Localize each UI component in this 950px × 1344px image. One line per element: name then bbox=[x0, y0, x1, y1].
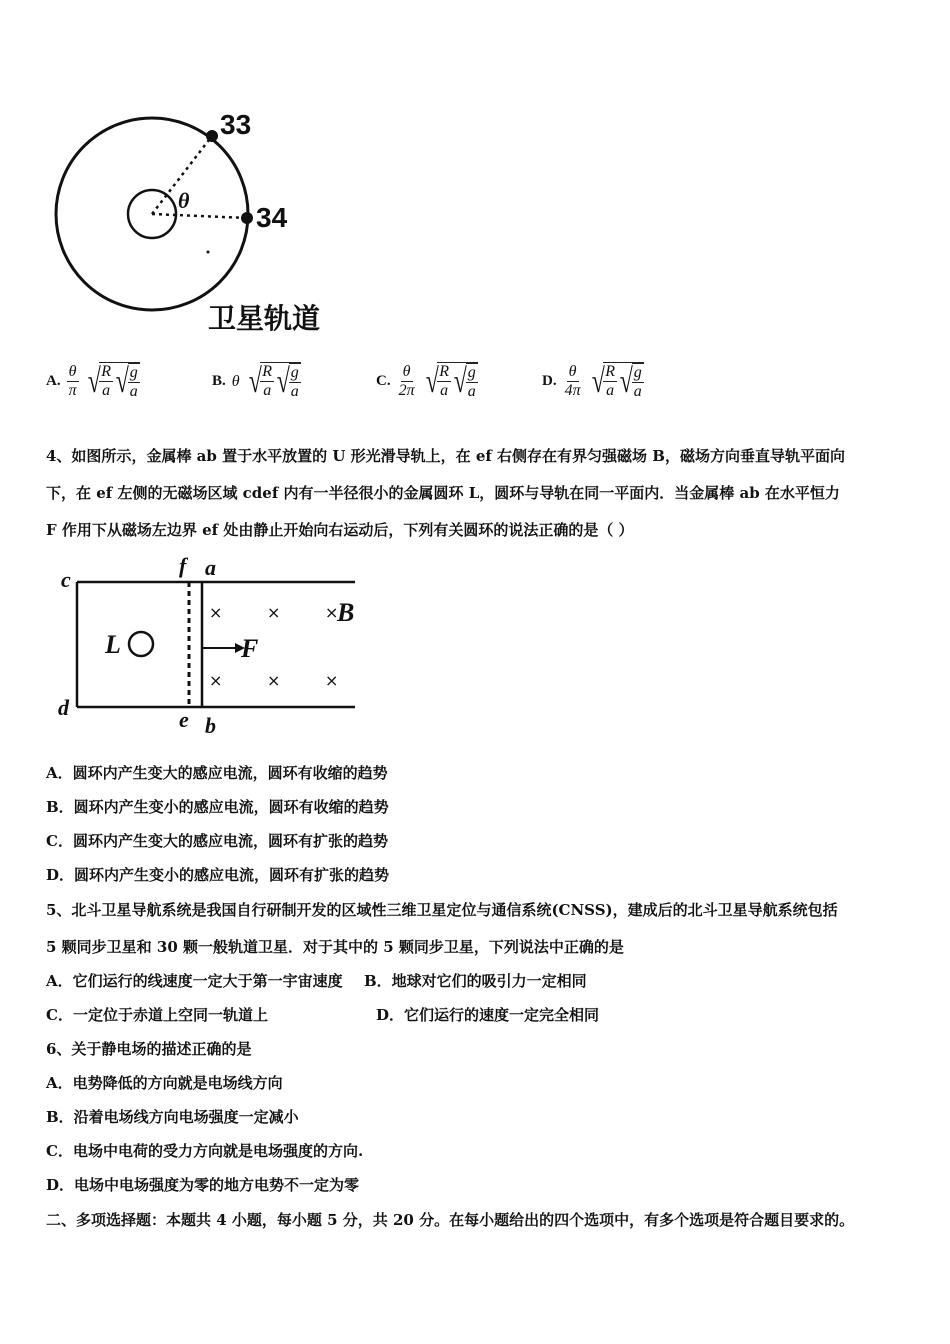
svg-text:e: e bbox=[179, 707, 189, 732]
q6-option-c: C．电场中电荷的受力方向就是电场强度的方向. bbox=[46, 1142, 364, 1160]
q4-stem-line2: 下，在 ef 左侧的无磁场区域 cdef 内有一半径很小的金属圆环 L，圆环与导轨在同一平面内．当金属棒 ab 在水平恒力 bbox=[46, 484, 840, 502]
svg-text:×: × bbox=[267, 671, 281, 690]
q4-option-c: C．圆环内产生变大的感应电流，圆环有扩张的趋势 bbox=[46, 832, 388, 850]
q3-option-b: B. θ √ $\frac{R}{a}$ √ $\frac{g}{a}$ bbox=[212, 362, 299, 400]
label-34: 34 bbox=[256, 202, 288, 233]
q6-option-b: B．沿着电场线方向电场强度一定减小 bbox=[46, 1108, 299, 1126]
section-2-header: 二、多项选择题：本题共 4 小题，每小题 5 分，共 20 分。在每小题给出的四个选项中，有多个选项是符合题目要求的。 bbox=[46, 1211, 855, 1229]
svg-text:L: L bbox=[105, 630, 121, 659]
label-theta: θ bbox=[178, 188, 190, 213]
orbit-caption: 卫星轨道 bbox=[208, 302, 321, 335]
svg-text:c: c bbox=[61, 567, 71, 592]
q5-option-c: C．一定位于赤道上空同一轨道上 bbox=[46, 1006, 268, 1024]
svg-text:B: B bbox=[337, 598, 355, 627]
q4-option-d: D．圆环内产生变小的感应电流，圆环有扩张的趋势 bbox=[46, 866, 390, 884]
svg-text:f: f bbox=[179, 555, 187, 578]
q3-option-d: D. $\frac{\theta}{4\pi}$ √ $\frac{R}{a}$ √ $\frac{g}{a}$ bbox=[542, 362, 642, 400]
q5-option-a: A．它们运行的线速度一定大于第一宇宙速度 bbox=[46, 972, 343, 990]
svg-text:×: × bbox=[325, 671, 339, 690]
satellite-34 bbox=[241, 212, 253, 224]
q5-stem-line2: 5 颗同步卫星和 30 颗一般轨道卫星．对于其中的 5 颗同步卫星，下列说法中正确的是 bbox=[46, 938, 624, 956]
q6-option-d: D．电场中电场强度为零的地方电势不一定为零 bbox=[46, 1176, 360, 1194]
svg-text:×: × bbox=[209, 603, 223, 622]
q3-option-c: C. $\frac{\theta}{2\pi}$ √ $\frac{R}{a}$ √ $\frac{g}{a}$ bbox=[376, 362, 476, 400]
q4-stem-line1: 4、如图所示，金属棒 ab 置于水平放置的 U 形光滑导轨上，在 ef 右侧存在有界匀强磁场 B，磁场方向垂直导轨平面向 bbox=[46, 447, 845, 465]
svg-text:F: F bbox=[241, 634, 259, 663]
satellite-33 bbox=[206, 130, 218, 142]
q4-option-b: B．圆环内产生变小的感应电流，圆环有收缩的趋势 bbox=[46, 798, 389, 816]
svg-text:b: b bbox=[205, 713, 216, 738]
q4-option-a: A．圆环内产生变大的感应电流，圆环有收缩的趋势 bbox=[46, 764, 388, 782]
svg-text:×: × bbox=[209, 671, 223, 690]
q6-option-a: A．电势降低的方向就是电场线方向 bbox=[46, 1074, 283, 1092]
rail-figure bbox=[55, 555, 365, 744]
q4-stem-line3: F 作用下从磁场左边界 ef 处由静止开始向右运动后，下列有关圆环的说法正确的是（ ） bbox=[46, 521, 634, 539]
q5-option-d: D．它们运行的速度一定完全相同 bbox=[376, 1006, 600, 1024]
svg-text:×: × bbox=[267, 603, 281, 622]
orbit-figure bbox=[40, 100, 360, 344]
q5-option-b: B．地球对它们的吸引力一定相同 bbox=[364, 972, 587, 990]
q6-stem: 6、关于静电场的描述正确的是 bbox=[46, 1040, 252, 1058]
label-33: 33 bbox=[220, 109, 252, 140]
q3-option-a: A. $\frac{\theta}{\pi}$ √ $\frac{R}{a}$ √ $\frac{g}{a}$ bbox=[46, 362, 138, 400]
q5-stem-line1: 5、北斗卫星导航系统是我国自行研制开发的区域性三维卫星定位与通信系统(CNSS)，建成后的北斗卫星导航系统包括 bbox=[46, 901, 838, 919]
ring-L bbox=[129, 632, 153, 656]
svg-text:d: d bbox=[58, 695, 69, 720]
svg-text:×: × bbox=[325, 603, 339, 622]
svg-text:a: a bbox=[205, 555, 216, 580]
